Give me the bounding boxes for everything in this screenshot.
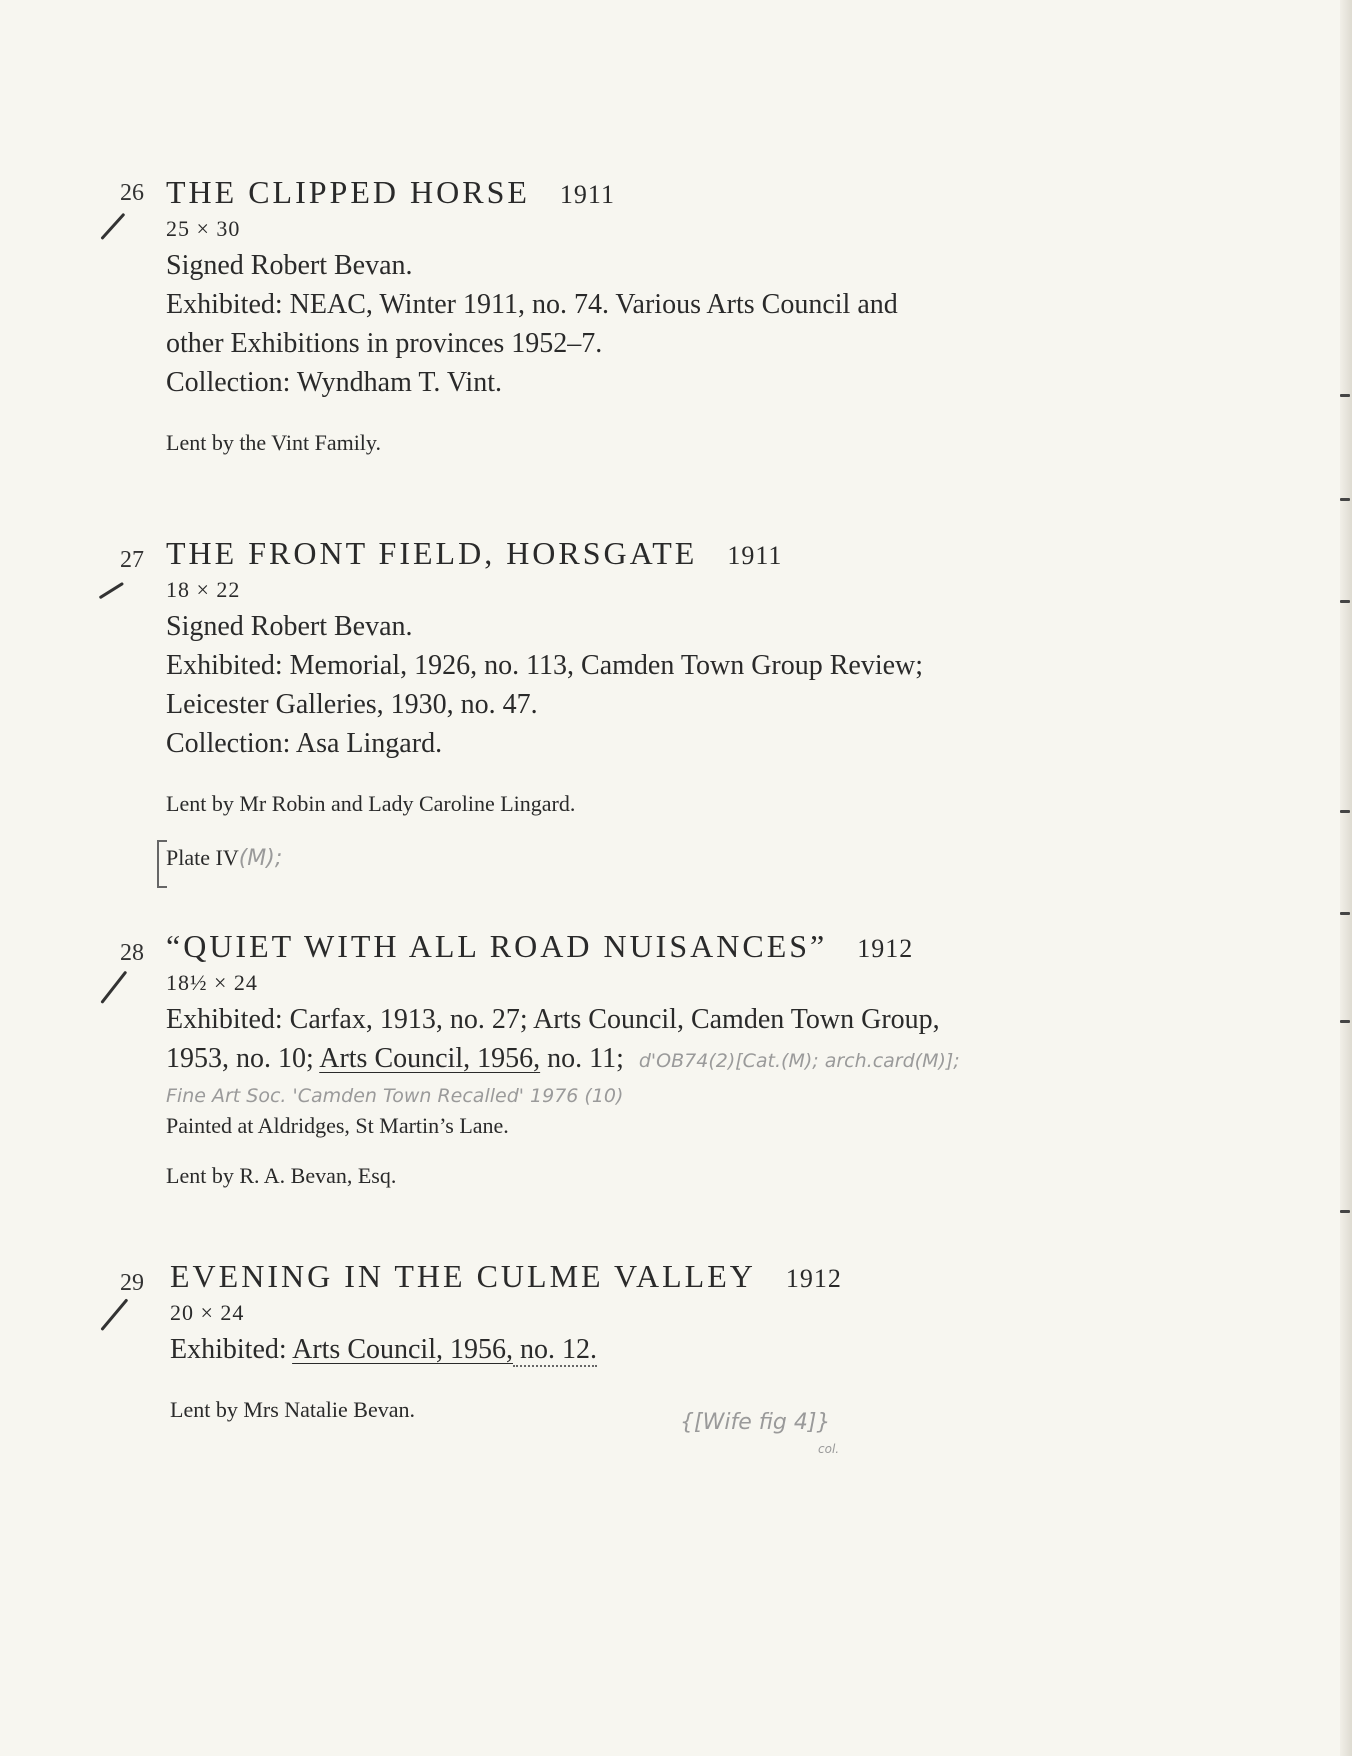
entry-year: 1911 [559,180,615,209]
pencil-note: d'OB74(2)[Cat.(M); arch.card(M)]; [638,1050,960,1072]
entry-exhibited-line-1: Exhibited: NEAC, Winter 1911, no. 74. Various Arts Council and [166,289,898,320]
binding-stitch [1340,1020,1350,1023]
entry-title: THE FRONT FIELD, HORSGATE [166,535,698,571]
binding-stitch [1340,1210,1350,1213]
entry-exhibited [170,1330,1170,1369]
catalogue-entry-28 [166,928,1166,1189]
entry-lender: Lent by R. A. Bevan, Esq. [166,1163,397,1188]
entry-dimensions: 20 × 24 [170,1300,245,1325]
binding-stitch [1340,600,1350,603]
entry-exhibited-line-2 [166,1039,1166,1081]
plate-label: Plate IV [166,845,239,870]
entry-dimensions: 18 × 22 [166,577,241,602]
pencil-note: {[Wife fig 4]} [680,1410,831,1435]
page-edge [1340,0,1352,1756]
entry-number: 26 [120,180,144,206]
exhibited-text: Exhibited: [170,1334,293,1365]
dotted-emphasis: no. 12. [513,1334,597,1365]
binding-stitch [1340,498,1350,501]
entry-lender: Lent by Mrs Natalie Bevan. [170,1397,415,1422]
entry-number: 28 [120,940,144,966]
entry-year: 1911 [727,541,783,570]
entry-lender: Lent by Mr Robin and Lady Caroline Lingard. [166,791,576,816]
entry-signed: Signed Robert Bevan. [166,611,413,642]
exhibited-text: no. 11; [540,1043,624,1074]
binding-stitch [1340,912,1350,915]
entry-collection: Collection: Wyndham T. Vint. [166,367,502,398]
entry-dimensions: 18½ × 24 [166,970,258,995]
entry-collection: Collection: Asa Lingard. [166,728,443,759]
catalogue-entry-26 [166,174,1166,456]
exhibited-text: 1953, no. 10; [166,1043,320,1074]
pencil-tick-mark [100,971,127,1004]
entry-title: “QUIET WITH ALL ROAD NUISANCES” [166,928,828,964]
entry-signed: Signed Robert Bevan. [166,250,413,281]
binding-stitch [1340,394,1350,397]
plate-reference [166,845,282,871]
pencil-note-small: col. [818,1442,840,1456]
entry-number: 29 [120,1270,144,1296]
underlined-exhibition: Arts Council, 1956, [319,1043,541,1074]
entry-exhibited-line-2: Leicester Galleries, 1930, no. 47. [166,689,538,720]
entry-number: 27 [120,547,144,573]
pencil-note-line-2: Fine Art Soc. 'Camden Town Recalled' 1976 (10) [166,1085,624,1107]
underlined-exhibition: Arts Council, 1956, [292,1334,513,1365]
entry-exhibited-line-1: Exhibited: Carfax, 1913, no. 27; Arts Council, Camden Town Group, [166,1004,940,1035]
entry-exhibited-line-1: Exhibited: Memorial, 1926, no. 113, Camden Town Group Review; [166,650,924,681]
binding-stitch [1340,810,1350,813]
entry-exhibited-line-2: other Exhibitions in provinces 1952–7. [166,328,603,359]
pencil-tick-mark [100,1298,128,1331]
entry-lender: Lent by the Vint Family. [166,430,381,455]
entry-painted-at: Painted at Aldridges, St Martin’s Lane. [166,1113,509,1138]
pencil-note: (M); [238,846,283,871]
pencil-tick-mark [100,213,125,240]
catalogue-entry-27 [166,535,1166,817]
entry-title: EVENING IN THE CULME VALLEY [170,1258,756,1294]
entry-title: THE CLIPPED HORSE [166,174,530,210]
entry-dimensions: 25 × 30 [166,216,241,241]
catalogue-entry-29 [170,1258,1170,1423]
entry-year: 1912 [857,934,914,963]
entry-year: 1912 [785,1264,842,1293]
pencil-tick-mark [99,582,124,599]
